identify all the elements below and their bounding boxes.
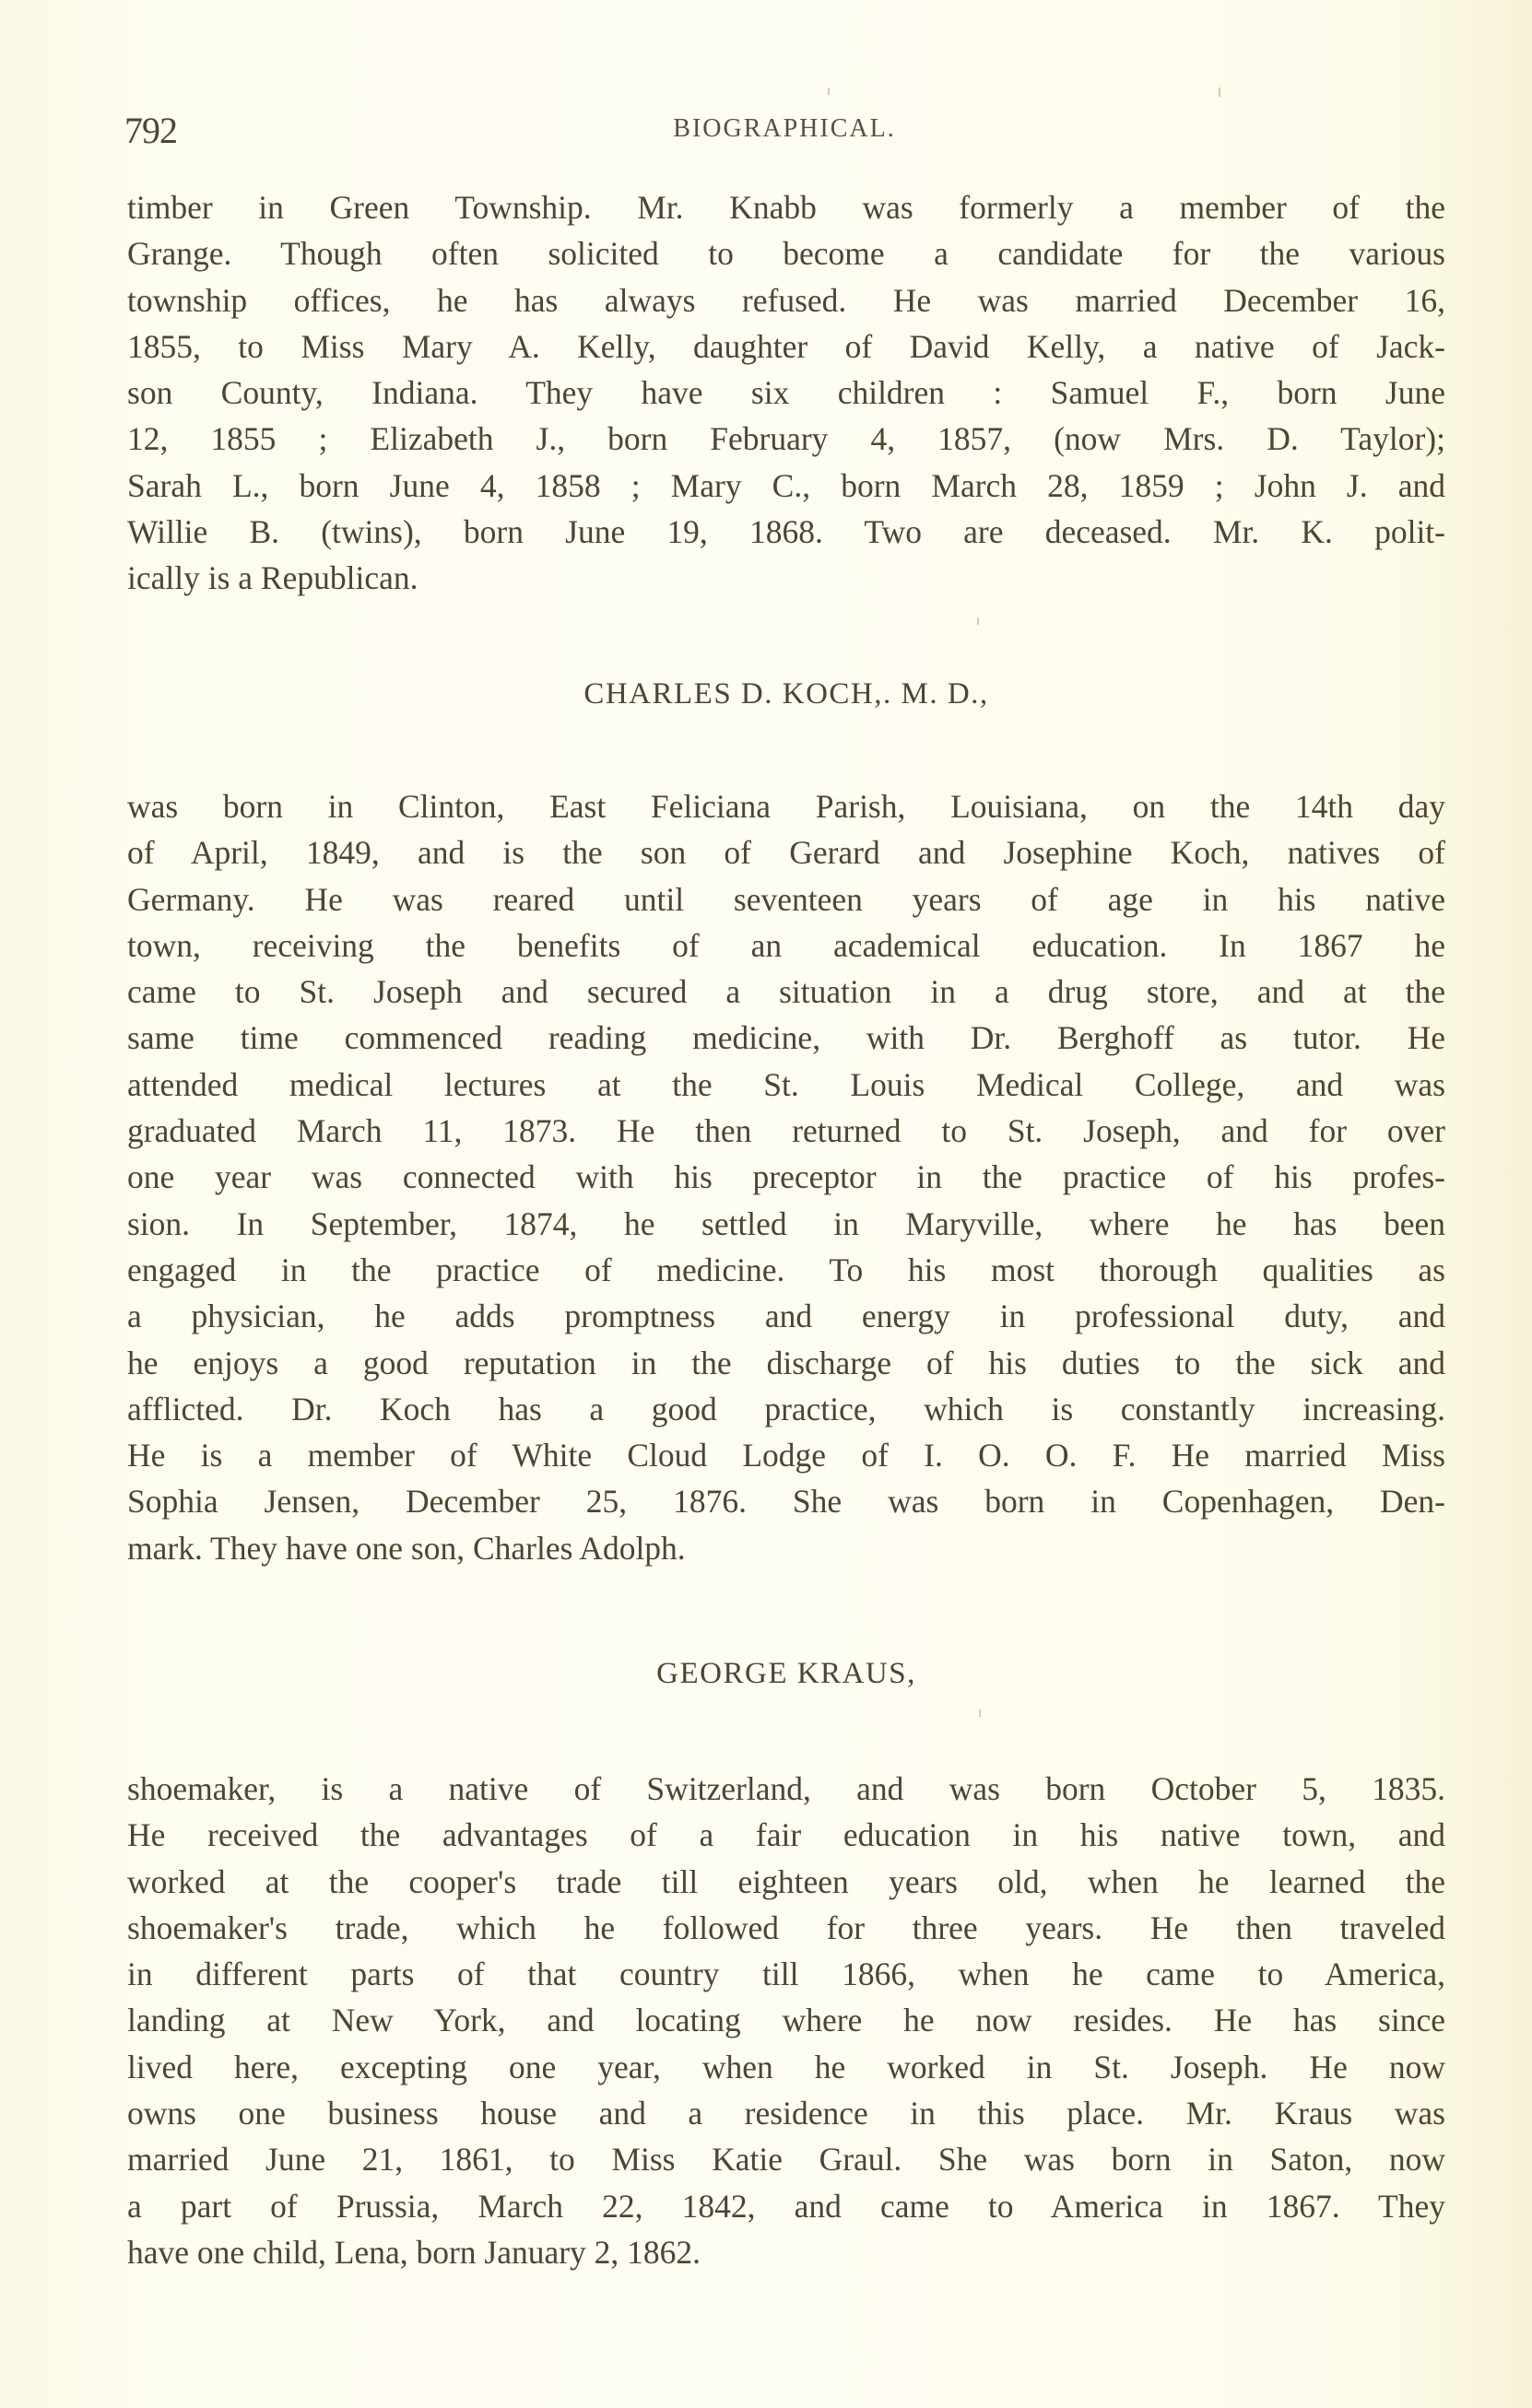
- text-line: afflicted. Dr. Koch has a good practice, which is constantly increasing.: [127, 1390, 1445, 1427]
- text-line: son County, Indiana. They have six children : Samuel F., born June: [127, 374, 1445, 412]
- text-line: worked at the cooper's trade till eighteen years old, when he learned the: [127, 1862, 1445, 1900]
- text-line: lived here, excepting one year, when he worked in St. Joseph. He now: [127, 2048, 1445, 2085]
- text-line: landing at New York, and locating where he now resides. He has since: [127, 2002, 1445, 2039]
- page-number: 792: [124, 110, 177, 151]
- text-line: Willie B. (twins), born June 19, 1868. Two are deceased. Mr. K. polit-: [127, 513, 1445, 551]
- paper-speck: [979, 1709, 981, 1717]
- text-line: of April, 1849, and is the son of Gerard and Josephine Koch, natives of: [127, 834, 1445, 872]
- text-line: came to St. Joseph and secured a situation in a drug store, and at the: [127, 973, 1445, 1011]
- text-line: a part of Prussia, March 22, 1842, and came to America in 1867. They: [127, 2187, 1445, 2225]
- text-line: Grange. Though often solicited to become a candidate for the various: [127, 235, 1445, 273]
- text-line: in different parts of that country till 1866, when he came to America,: [127, 1956, 1445, 1993]
- text-line: ically is a Republican.: [127, 559, 418, 597]
- paragraph-knabb-continued: [127, 184, 1445, 602]
- text-line: shoemaker, is a native of Switzerland, and was born October 5, 1835.: [127, 1770, 1445, 1807]
- text-line: owns one business house and a residence in this place. Mr. Kraus was: [127, 2095, 1445, 2132]
- text-line: He is a member of White Cloud Lodge of I. O. O. F. He married Miss: [127, 1437, 1445, 1474]
- text-line: one year was connected with his preceptor in the practice of his profes-: [127, 1158, 1445, 1196]
- text-line: sion. In September, 1874, he settled in Maryville, where he has been: [127, 1204, 1445, 1242]
- text-line: Sarah L., born June 4, 1858 ; Mary C., born March 28, 1859 ; John J. and: [127, 466, 1445, 504]
- text-line: town, receiving the benefits of an academical education. In 1867 he: [127, 926, 1445, 964]
- running-head: [124, 109, 1444, 155]
- text-line: timber in Green Township. Mr. Knabb was formerly a member of the: [127, 189, 1445, 226]
- paragraph-koch: [127, 783, 1445, 1571]
- text-line: graduated March 11, 1873. He then returned to St. Joseph, and for over: [127, 1112, 1445, 1150]
- text-line: Sophia Jensen, December 25, 1876. She was born in Copenhagen, Den-: [127, 1483, 1445, 1521]
- paper-speck: [828, 88, 830, 95]
- text-line: same time commenced reading medicine, with Dr. Berghoff as tutor. He: [127, 1019, 1445, 1057]
- text-line: Germany. He was reared until seventeen years of age in his native: [127, 880, 1445, 918]
- text-line: He received the advantages of a fair education in his native town, and: [127, 1816, 1445, 1854]
- text-line: township offices, he has always refused. He was married December 16,: [127, 281, 1445, 319]
- text-line: attended medical lectures at the St. Louis Medical College, and was: [127, 1065, 1445, 1103]
- text-line: was born in Clinton, East Feliciana Parish, Louisiana, on the 14th day: [127, 788, 1445, 825]
- section-heading-koch: CHARLES D. KOCH,. M. D.,: [583, 677, 989, 711]
- text-line: he enjoys a good reputation in the discharge of his duties to the sick and: [127, 1344, 1445, 1381]
- text-line: married June 21, 1861, to Miss Katie Graul. She was born in Saton, now: [127, 2141, 1445, 2179]
- running-title: BIOGRAPHICAL.: [673, 114, 896, 143]
- paragraph-kraus: [127, 1766, 1445, 2275]
- section-heading-kraus: GEORGE KRAUS,: [656, 1657, 916, 1690]
- text-line: 1855, to Miss Mary A. Kelly, daughter of David Kelly, a native of Jack-: [127, 327, 1445, 365]
- text-line: have one child, Lena, born January 2, 1862.: [127, 2233, 701, 2271]
- text-line: engaged in the practice of medicine. To his most thorough qualities as: [127, 1251, 1445, 1288]
- text-line: 12, 1855 ; Elizabeth J., born February 4, 1857, (now Mrs. D. Taylor);: [127, 420, 1445, 458]
- text-line: mark. They have one son, Charles Adolph.: [127, 1529, 686, 1567]
- text-line: shoemaker's trade, which he followed for three years. He then traveled: [127, 1909, 1445, 1946]
- paper-speck: [977, 617, 979, 625]
- text-line: a physician, he adds promptness and energy in professional duty, and: [127, 1298, 1445, 1335]
- paper-speck: [1219, 88, 1220, 97]
